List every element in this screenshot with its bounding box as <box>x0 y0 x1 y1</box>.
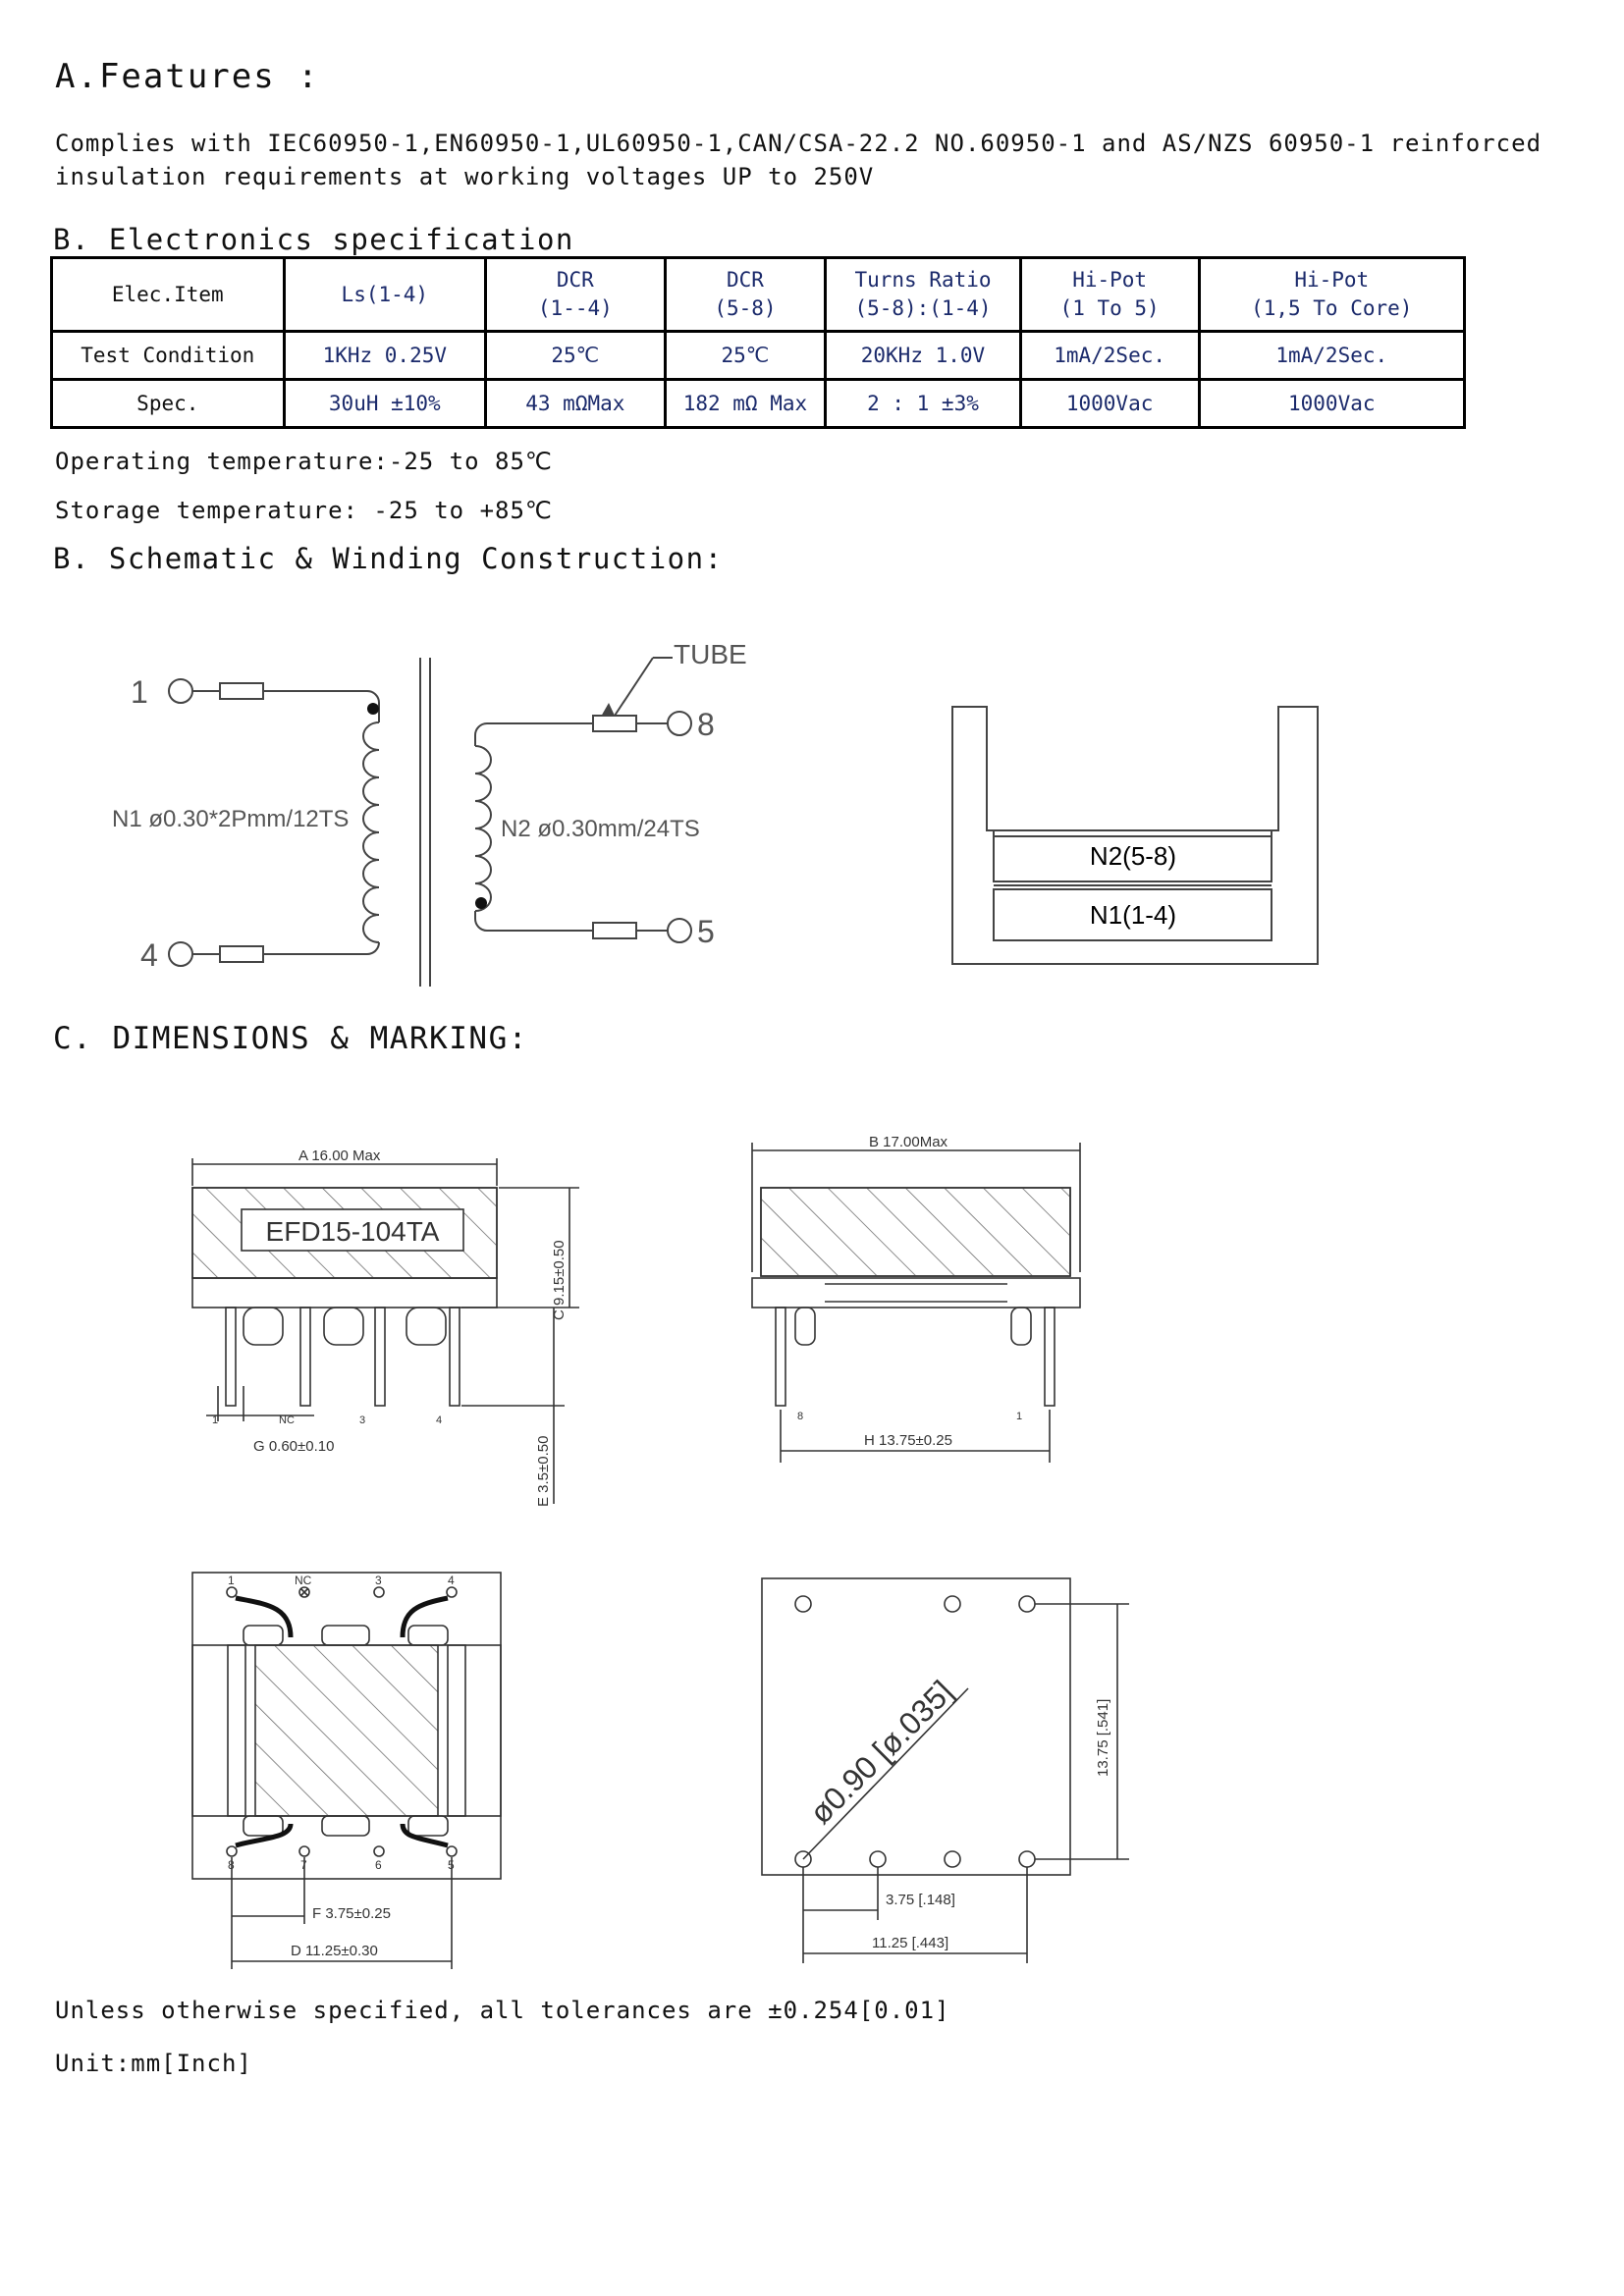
features-heading: A.Features : <box>55 57 320 96</box>
dimensions-heading: C. DIMENSIONS & MARKING: <box>53 1021 528 1056</box>
tube-label: TUBE <box>674 639 747 669</box>
table-cell: Spec. <box>52 380 285 428</box>
marking-label: EFD15-104TA <box>265 1216 440 1247</box>
pin-8-label: 8 <box>697 707 715 742</box>
table-cell: 20KHz 1.0V <box>826 332 1021 380</box>
front-pin-3: 3 <box>359 1415 366 1426</box>
dim-h-label: H 13.75±0.25 <box>864 1432 952 1449</box>
top-pin-nc: NC <box>295 1574 312 1587</box>
dim-d-label: D 11.25±0.30 <box>291 1943 378 1959</box>
top-pin-1: 1 <box>228 1574 235 1587</box>
schematic-heading: B. Schematic & Winding Construction: <box>53 542 724 575</box>
table-cell: 1mA/2Sec. <box>1020 332 1199 380</box>
pcb-3-75-label: 3.75 [.148] <box>886 1892 955 1908</box>
header-cell-elec-item: Elec.Item <box>52 258 285 332</box>
header-cell-hipot-core: Hi-Pot (1,5 To Core) <box>1199 258 1464 332</box>
dim-c-label: C 9.15±0.50 <box>551 1240 568 1320</box>
table-row-spec <box>52 380 1465 428</box>
electronics-heading: B. Electronics specification <box>53 223 574 256</box>
table-cell: 1mA/2Sec. <box>1199 332 1464 380</box>
header-cell-dcr-5-8: DCR (5-8) <box>665 258 826 332</box>
dim-e-label: E 3.5±0.50 <box>535 1435 552 1507</box>
table-cell: 43 mΩMax <box>486 380 666 428</box>
top-pin-8: 8 <box>228 1858 235 1872</box>
n1-winding-label: N1 ø0.30*2Pmm/12TS <box>112 806 350 832</box>
side-pin-8: 8 <box>797 1411 804 1422</box>
pcb-hole-label: ø0.90 [ø.035] <box>802 1673 960 1831</box>
features-line-2: insulation requirements at working voltages UP to 250V <box>55 163 875 190</box>
header-cell-hipot-1-5: Hi-Pot (1 To 5) <box>1020 258 1199 332</box>
table-cell: Test Condition <box>52 332 285 380</box>
front-view <box>192 1158 579 1504</box>
operating-temperature: Operating temperature:-25 to 85℃ <box>55 448 553 475</box>
tolerance-note: Unless otherwise specified, all tolerances are ±0.254[0.01] <box>55 1997 950 2024</box>
top-pin-4: 4 <box>448 1574 455 1587</box>
top-pin-7: 7 <box>300 1858 307 1872</box>
top-pin-5: 5 <box>448 1858 455 1872</box>
header-cell-turns-ratio: Turns Ratio (5-8):(1-4) <box>826 258 1021 332</box>
top-pin-3: 3 <box>375 1574 382 1587</box>
schematic-diagram <box>0 618 1624 1001</box>
header-cell-ls: Ls(1-4) <box>284 258 485 332</box>
front-pin-4: 4 <box>436 1415 443 1426</box>
table-cell: 25℃ <box>486 332 666 380</box>
table-cell: 1KHz 0.25V <box>284 332 485 380</box>
pin-1-label: 1 <box>131 674 148 710</box>
unit-note: Unit:mm[Inch] <box>55 2050 252 2077</box>
table-cell: 2 : 1 ±3% <box>826 380 1021 428</box>
table-cell: 182 mΩ Max <box>665 380 826 428</box>
table-row-test-condition <box>52 332 1465 380</box>
pcb-13-75-label: 13.75 [.541] <box>1095 1698 1111 1777</box>
top-pin-6: 6 <box>375 1858 382 1872</box>
electronics-spec-table <box>50 256 1466 429</box>
features-line-1: Complies with IEC60950-1,EN60950-1,UL60950-1,CAN/CSA-22.2 NO.60950-1 and AS/NZS 60950-1 reinforced <box>55 130 1543 157</box>
primary-dot <box>367 703 379 715</box>
dim-f-label: F 3.75±0.25 <box>312 1905 391 1922</box>
storage-temperature: Storage temperature: -25 to +85℃ <box>55 497 553 524</box>
side-view-labels <box>797 1134 1022 1449</box>
pin-5-label: 5 <box>697 914 715 949</box>
pcb-11-25-label: 11.25 [.443] <box>872 1935 949 1951</box>
pin-4-label: 4 <box>140 937 158 973</box>
dim-b-label: B 17.00Max <box>869 1134 948 1150</box>
n2-winding-label: N2 ø0.30mm/24TS <box>501 816 700 842</box>
layer-n2-label: N2(5-8) <box>1089 841 1177 871</box>
layer-n1-label: N1(1-4) <box>1089 900 1177 930</box>
table-cell: 30uH ±10% <box>284 380 485 428</box>
side-pin-1: 1 <box>1016 1411 1023 1422</box>
table-header-row <box>52 258 1465 332</box>
table-cell: 25℃ <box>665 332 826 380</box>
front-pin-1: 1 <box>212 1415 219 1426</box>
dim-a-label: A 16.00 Max <box>298 1148 381 1164</box>
front-pin-nc: NC <box>279 1415 295 1426</box>
dimensions-drawing <box>0 1099 1624 1983</box>
secondary-dot <box>475 897 487 909</box>
table-cell: 1000Vac <box>1199 380 1464 428</box>
dim-g-label: G 0.60±0.10 <box>253 1438 335 1455</box>
header-cell-dcr-1-4: DCR (1--4) <box>486 258 666 332</box>
table-cell: 1000Vac <box>1020 380 1199 428</box>
